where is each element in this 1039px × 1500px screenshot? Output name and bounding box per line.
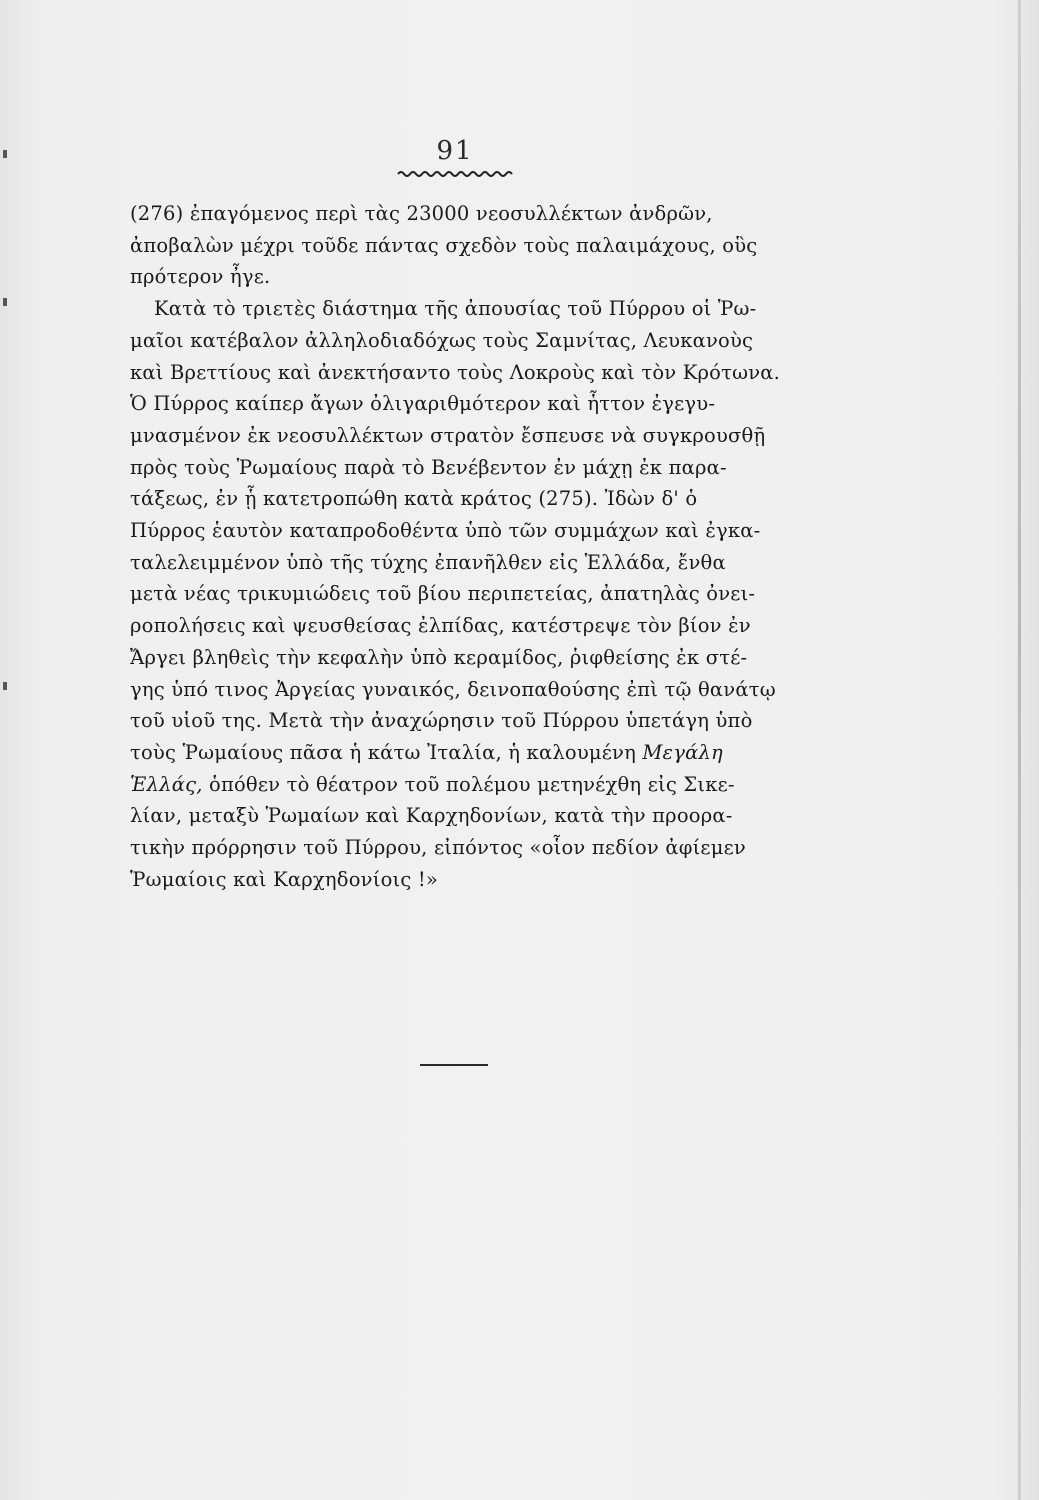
text-line: γης ὑπό τινος Ἀργείας γυναικός, δεινοπαθούσης ἐπὶ τῷ θανάτῳ (130, 677, 776, 701)
text-segment: τοὺς Ῥωμαίους πᾶσα ἡ κάτω Ἰταλία, ἡ καλουμένη (130, 740, 636, 764)
text-line: μετὰ νέας τρικυμιώδεις τοῦ βίου περιπετείας, ἀπατηλὰς ὀνει- (130, 582, 756, 606)
body-text (130, 198, 818, 895)
margin-mark (3, 298, 7, 306)
text-line: Κατὰ τὸ τριετὲς διάστημα τῆς ἀπουσίας τοῦ Πύρρου οἱ Ῥω- (154, 297, 757, 321)
text-line: μνασμένον ἐκ νεοσυλλέκτων στρατὸν ἔσπευσε νὰ συγκρουσθῇ (130, 423, 766, 447)
italic-term: Ἑλλάς, (130, 772, 203, 796)
text-line (130, 737, 818, 769)
italic-term: Μεγάλη (642, 740, 723, 764)
wavy-ornament-icon (396, 168, 516, 180)
text-line: (276) ἐπαγόμενος περὶ τὰς 23000 νεοσυλλέκτων ἀνδρῶν, (130, 202, 713, 225)
text-line: τικὴν πρόρρησιν τοῦ Πύρρου, εἰπόντος «οἷον πεδίον ἀφίεμεν (130, 836, 746, 860)
text-line: ταλελειμμένον ὑπὸ τῆς τύχης ἐπανῆλθεν εἰς Ἑλλάδα, ἔνθα (130, 550, 726, 574)
text-line (130, 769, 818, 801)
text-line: τάξεως, ἐν ᾗ κατετροπώθη κατὰ κράτος (275). Ἰδὼν δ' ὁ (130, 487, 698, 511)
text-line: Ἄργει βληθεὶς τὴν κεφαλὴν ὑπὸ κεραμίδος, ῥιφθείσης ἐκ στέ- (130, 645, 748, 669)
text-line: πρὸς τοὺς Ῥωμαίους παρὰ τὸ Βενέβεντον ἐν μάχῃ ἐκ παρα- (130, 455, 727, 479)
text-line: Πύρρος ἑαυτὸν καταπροδοθέντα ὑπὸ τῶν συμμάχων καὶ ἐγκα- (130, 519, 761, 543)
text-line: ροπολήσεις καὶ ψευσθείσας ἐλπίδας, κατέστρεψε τὸν βίον ἐν (130, 614, 751, 638)
margin-mark (3, 150, 7, 158)
text-line: πρότερον ἦγε. (130, 265, 271, 289)
end-rule (420, 1064, 488, 1066)
text-line: Ῥωμαίοις καὶ Καρχηδονίοις !» (130, 867, 439, 891)
text-line: τοῦ υἱοῦ της. Μετὰ τὴν ἀναχώρησιν τοῦ Πύρρου ὑπετάγη ὑπὸ (130, 709, 753, 733)
margin-mark (3, 682, 7, 690)
text-line: μαῖοι κατέβαλον ἀλληλοδιαδόχως τοὺς Σαμνίτας, Λευκανοὺς (130, 328, 754, 352)
text-segment: ὁπόθεν τὸ θέατρον τοῦ πολέμου μετηνέχθη εἰς Σικε- (209, 772, 735, 796)
text-line: Ὁ Πύρρος καίπερ ἄγων ὀλιγαριθμότερον καὶ ἧττον ἐγεγυ- (130, 392, 716, 416)
text-line: καὶ Βρεττίους καὶ ἀνεκτήσαντο τοὺς Λοκροὺς καὶ τὸν Κρότωνα. (130, 360, 781, 384)
page-edge-shadow (1018, 0, 1021, 1500)
page-number: 91 (436, 136, 474, 166)
text-line: ἀποβαλὼν μέχρι τοῦδε πάντας σχεδὸν τοὺς παλαιμάχους, οὓς (130, 233, 758, 257)
text-line: λίαν, μεταξὺ Ῥωμαίων καὶ Καρχηδονίων, κατὰ τὴν προορα- (130, 804, 733, 828)
